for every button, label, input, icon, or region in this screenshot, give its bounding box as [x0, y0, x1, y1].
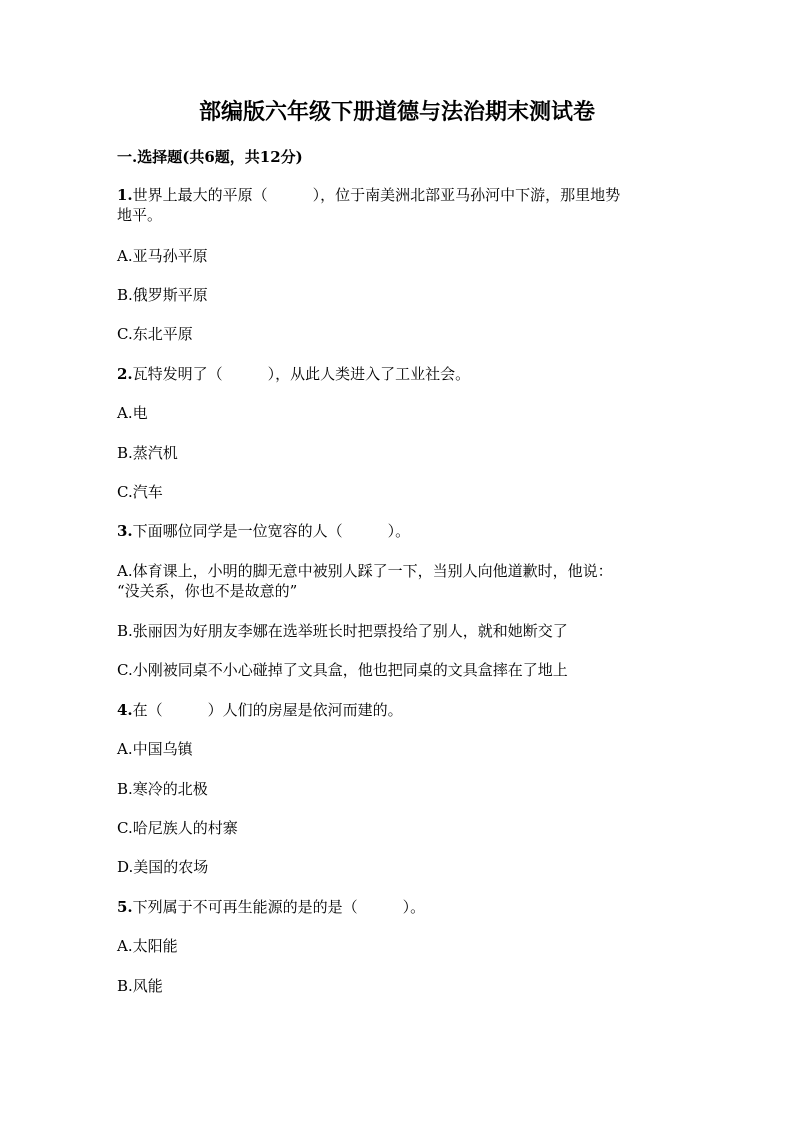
question-5-text: 下列属于不可再生能源的是的是（ ）。 — [132, 898, 426, 916]
question-1-option-c: C.东北平原 — [117, 325, 193, 343]
question-2-number: 2. — [117, 365, 133, 383]
question-2-option-b: B.蒸汽机 — [117, 444, 178, 462]
question-2-option-c: C.汽车 — [117, 483, 163, 501]
question-4-option-d: D.美国的农场 — [117, 858, 209, 876]
question-1-option-b: B.俄罗斯平原 — [117, 286, 208, 304]
question-5-option-a: A.太阳能 — [117, 937, 178, 955]
question-3-option-c: C.小刚被同桌不小心碰掉了文具盒，他也把同桌的文具盒摔在了地上 — [117, 661, 568, 679]
question-4-option-b: B.寒冷的北极 — [117, 780, 208, 798]
question-4-text: 在（ ）人们的房屋是依河而建的。 — [132, 701, 403, 719]
question-5-option-b: B.风能 — [117, 977, 163, 995]
question-1-line-1 — [117, 185, 677, 205]
question-1-option-a: A.亚马孙平原 — [117, 247, 208, 265]
question-4-line-1 — [117, 700, 677, 720]
question-1-number: 1. — [117, 186, 133, 204]
question-5 — [117, 897, 677, 917]
question-5-number: 5. — [117, 898, 133, 916]
question-1-text: 世界上最大的平原（ ），位于南美洲北部亚马孙河中下游，那里地势 — [132, 186, 621, 204]
question-2-option-a: A.电 — [117, 404, 148, 422]
section-heading: 一.选择题(共6题，共12分) — [117, 148, 303, 166]
question-3-option-b: B.张丽因为好朋友李娜在选举班长时把票投给了别人，就和她断交了 — [117, 622, 568, 640]
question-3-text: 下面哪位同学是一位宽容的人（ ）。 — [132, 522, 411, 540]
question-3-option-a-line-2: “没关系，你也不是故意的” — [117, 582, 298, 600]
question-3 — [117, 521, 677, 541]
question-5-line-1 — [117, 897, 677, 917]
question-3-option-a — [117, 561, 677, 601]
question-2 — [117, 364, 677, 384]
question-2-line-1 — [117, 364, 677, 384]
question-4-option-c: C.哈尼族人的村寨 — [117, 819, 238, 837]
question-1 — [117, 185, 677, 225]
question-4 — [117, 700, 677, 720]
question-3-line-1 — [117, 521, 677, 541]
question-3-option-a-line-1: A.体育课上，小明的脚无意中被别人踩了一下，当别人向他道歉时，他说： — [117, 562, 613, 580]
question-1-line-2: 地平。 — [117, 206, 163, 224]
question-3-number: 3. — [117, 522, 133, 540]
question-2-text: 瓦特发明了（ ），从此人类进入了工业社会。 — [132, 365, 471, 383]
question-4-option-a: A.中国乌镇 — [117, 740, 193, 758]
page-title: 部编版六年级下册道德与法治期末测试卷 — [198, 99, 595, 125]
question-4-number: 4. — [117, 701, 133, 719]
